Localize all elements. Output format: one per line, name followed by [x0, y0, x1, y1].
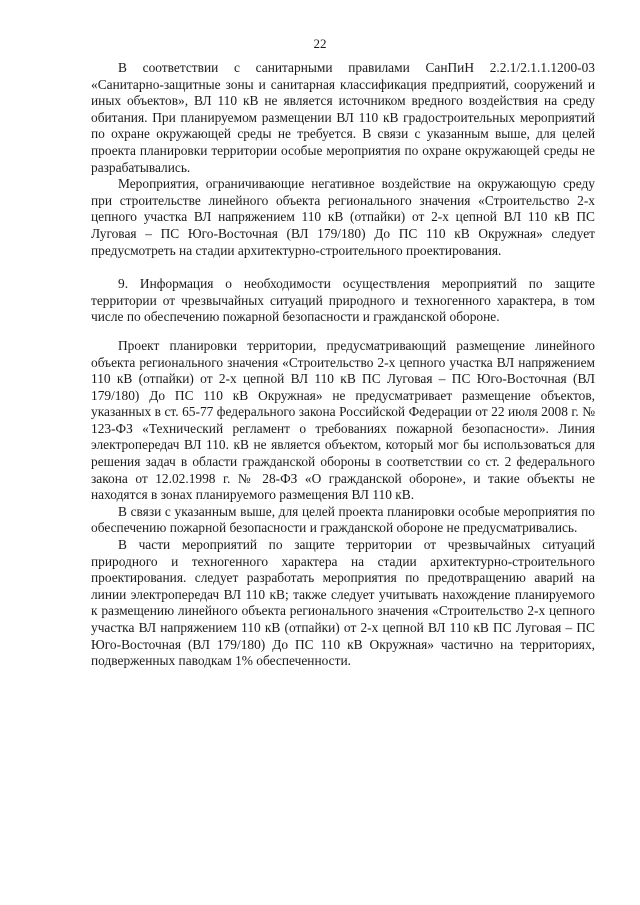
page-number: 22: [313, 36, 327, 51]
spacer: [91, 259, 595, 276]
section-heading-9: 9. Информация о необходимости осуществления мероприятий по защите территории от чрезвычайных ситуаций природного и техногенного характера, в том числе по обеспечению пожарной безопасности и гражданской обороне.: [91, 276, 595, 325]
paragraph-fire-safety: В связи с указанным выше, для целей проекта планировки особые мероприятия по обеспечению пожарной безопасности и гражданской обороне не предусматривались.: [91, 503, 595, 536]
paragraph-environment-measures: Мероприятия, ограничивающие негативное воздействие на окружающую среду при строительстве линейного объекта регионального значения «Строительство 2-х цепного участка ВЛ напряжением 110 кВ (отпайки) от 2-х цепной ВЛ 110 кВ ПС Луговая – ПС Юго-Восточная (ВЛ 179/180) До ПС 110 кВ Окружная» следует предусмотреть на стадии архитектурно-строительного проектирования.: [91, 176, 595, 258]
document-body: [91, 60, 595, 670]
paragraph-sanpin: В соответствии с санитарными правилами СанПиН 2.2.1/2.1.1.1200-03 «Санитарно-защитные зоны и санитарная классификация предприятий, сооружений и иных объектов», ВЛ 110 кВ не является источником вредного воздействия на среду обитания. При планируемом размещении ВЛ 110 кВ градостроительных мероприятий по охране окружающей среды не требуется. В связи с указанным выше, для целей проекта планировки территории особые мероприятия по охране окружающей среды не разрабатывались.: [91, 60, 595, 175]
paragraph-planning-project: Проект планировки территории, предусматривающий размещение линейного объекта регионального значения «Строительство 2-х цепного участка ВЛ напряжением 110 кВ (отпайки) от 2-х цепной ВЛ 110 кВ ПС Луговая – ПС Юго-Восточная (ВЛ 179/180) До ПС 110 кВ Окружная» не предусматривает размещение объектов, указанных в ст. 65-77 федерального закона Российской Федерации от 22 июля 2008 г. № 123-ФЗ «Технический регламент о требованиях пожарной безопасности». Линия электропередач ВЛ 110. кВ не является объектом, который мог бы использоваться для решения задач в области гражданской обороны в соответствии со ст. 2 федерального закона от 12.02.1998 г. № 28-ФЗ «О гражданской обороне», и такие объекты не находятся в зонах планируемого размещения ВЛ 110 кВ.: [91, 337, 595, 503]
paragraph-emergency-measures: В части мероприятий по защите территории от чрезвычайных ситуаций природного и техногенного характера на стадии архитектурно-строительного проектирования. следует разработать мероприятия по предотвращению аварий на линии электропередач ВЛ 110 кВ; также следует учитывать нахождение планируемого к размещению линейного объекта регионального значения «Строительство 2-х цепного участка ВЛ напряжением 110 кВ (отпайки) от 2-х цепной ВЛ 110 кВ ПС Луговая – ПС Юго-Восточная (ВЛ 179/180) До ПС 110 кВ Окружная» частично на территориях, подверженных паводкам 1% обеспеченности.: [91, 537, 595, 669]
spacer: [91, 326, 595, 338]
